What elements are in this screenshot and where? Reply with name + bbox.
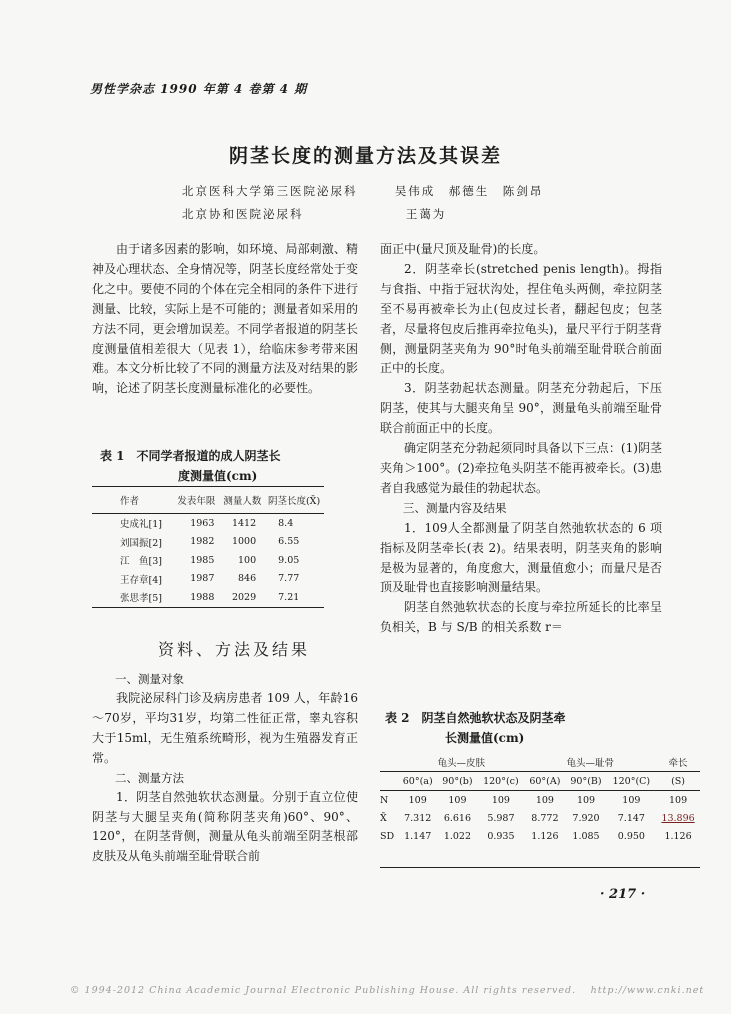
section-title: 资料、方法及结果 [158, 640, 311, 659]
table2-col-header: 120°(c) [483, 775, 519, 787]
table2-col-header: 90°(B) [570, 775, 602, 787]
table1-header-row [92, 487, 324, 514]
heading-results: 三、测量内容及结果 [403, 500, 507, 515]
table1-caption [100, 446, 350, 486]
table2-cell: 1.022 [443, 830, 472, 842]
affiliation-authors: 吴伟成 郝德生 陈剑昂 [394, 184, 544, 198]
table2-cell: 13.896 [661, 812, 695, 824]
table2-cell: 109 [448, 794, 467, 806]
table2-row-label: SD [380, 830, 395, 842]
table2-row-label: X̄ [380, 812, 387, 824]
table1-col-header: 阴茎长度(X̄) [264, 487, 324, 514]
table1-cell: 6.55 [278, 536, 300, 548]
affiliation-org: 北京医科大学第三医院泌尿科 [182, 184, 358, 198]
affiliation-authors: 王蔼为 [405, 207, 447, 221]
table1-cell: 7.77 [278, 573, 300, 585]
table1-cell: 100 [238, 554, 257, 566]
table-row [92, 588, 324, 607]
table2-group-header: 牵长 [668, 758, 688, 769]
table2-cell: 1.126 [531, 830, 559, 842]
table2-group-header: 龟头—皮肤 [437, 758, 485, 769]
table1-cell: 王存章[4] [120, 574, 162, 586]
table2-col-header: 90°(b) [442, 775, 473, 787]
table1-caption-line1: 表 1 不同学者报道的成人阴茎长 [100, 449, 281, 463]
table2-cell: 109 [576, 794, 596, 806]
table1-cell: 史成礼[1] [120, 519, 162, 531]
table1 [92, 486, 324, 608]
table-row [92, 551, 324, 570]
table2-bottom-rule [380, 867, 700, 868]
table2-group-header-row [380, 753, 700, 772]
table2-cell: 1.147 [404, 830, 432, 842]
table2-cell: 1.126 [664, 830, 692, 842]
table-row [92, 514, 324, 533]
table2-cell: 109 [535, 794, 554, 806]
stretched-paragraph: 2．阴茎牵长(stretched penis length)。拇指与食指、中指于冠状沟处，捏住龟头两侧，牵拉阴茎至不易再被牵长为止(包皮过长者，翻起包皮；包茎者，尽量将包皮后推再牵拉龟头)，量尺平行于阴茎背侧，测量阴茎夹角为 90°时龟头前端至耻骨联合前面正中的长度。 [380, 261, 662, 376]
table2-group-header: 龟头—耻骨 [566, 758, 615, 769]
right-body [380, 240, 662, 638]
intro-text: 由于诸多因素的影响，如环境、局部刺激、精神及心理状态、全身情况等，阴茎长度经常处于变化之中。要使不同的个体在完全相同的条件下进行测量、比较，实际上是不可能的；测量者如采用的方法不同，更会增加误差。不同学者报道的阴茎长度测量值相差很大（见表 1），给临床参考带来困难。本文分析比较了不同的测量方法及对结果的影响，论述了阴茎长度测量标准化的必要性。 [92, 242, 358, 396]
table1-cell: 1987 [190, 573, 215, 585]
page-number: · 217 · [600, 887, 646, 902]
table2-col-header: 60°(a) [402, 775, 433, 787]
table2-cell: 7.920 [572, 812, 600, 824]
table2-cell: 109 [491, 794, 510, 806]
table2-cell: 109 [408, 794, 427, 806]
table2-caption-line1: 表 2 阴茎自然弛软状态及阴茎牵 [385, 711, 566, 725]
table1-cell: 1988 [190, 591, 215, 603]
table2-row-label: N [380, 794, 389, 806]
journal-header: 男性学杂志 1990 年第 4 卷第 4 期 [90, 82, 308, 96]
table2-cell: 109 [622, 794, 641, 806]
table2-col-header: (S) [671, 775, 686, 787]
table1-cell: 1000 [231, 536, 257, 548]
table-row [92, 570, 324, 589]
table1-cell: 846 [238, 573, 257, 585]
erect-paragraph: 3．阴茎勃起状态测量。阴茎充分勃起后，下压阴茎，使其与大腿夹角呈 90°，测量龟头前端至耻骨联合前面正中的长度。 [380, 381, 662, 436]
table2-cell: 5.987 [487, 812, 515, 824]
table1-caption-line2: 度测量值(cm) [178, 469, 258, 483]
table1-cell: 1982 [190, 536, 215, 548]
table-row [380, 827, 700, 845]
criteria-paragraph: 确定阴茎充分勃起须同时具备以下三点：(1)阴茎夹角＞100°。(2)牵拉龟头阴茎不能再被牵长。(3)患者自我感觉为最佳的勃起状态。 [380, 441, 662, 495]
heading-subjects: 一、测量对象 [115, 672, 184, 686]
table2 [380, 753, 700, 845]
table1-cell: 2029 [231, 591, 257, 603]
affiliation-org: 北京协和医院泌尿科 [182, 207, 304, 221]
affiliation-2 [182, 206, 446, 222]
table1-cell: 刘国振[2] [120, 537, 162, 549]
table1-cell: 7.21 [278, 591, 300, 603]
table-row [92, 533, 324, 552]
table1-cell: 1963 [190, 517, 215, 529]
table2-column-header-row [380, 772, 700, 791]
table1-cell: 9.05 [278, 554, 300, 566]
table1-cell: 8.4 [278, 517, 294, 529]
table2-col-header: 120°(C) [612, 775, 651, 787]
results-paragraph-1: 1．109人全都测量了阴茎自然弛软状态的 6 项指标及阴茎牵长(表 2)。结果表明，阴茎夹角的影响是极为显著的，角度愈大，测量值愈小；而量尺是否顶及耻骨也直接影响测量结果。 [380, 520, 662, 595]
table1-cell: 1985 [190, 554, 215, 566]
continuation-text: 面正中(量尺顶及耻骨)的长度。 [380, 242, 546, 256]
table2-cell: 6.616 [443, 812, 472, 824]
left-body [92, 670, 358, 867]
affiliation-1 [182, 183, 543, 199]
table1-cell: 江 鱼[3] [120, 556, 162, 568]
subjects-paragraph: 我院泌尿科门诊及病房患者 109 人，年龄16～70岁，平均31岁，均第二性征正常，睾丸容积大于15ml，无生殖系统畸形，视为生殖器发育正常。 [92, 691, 358, 765]
table2-cell: 109 [668, 794, 688, 806]
intro-paragraph [92, 240, 358, 399]
table2-cell: 1.085 [572, 830, 600, 842]
results-paragraph-2: 阴茎自然弛软状态的长度与牵拉所延长的比率呈负相关，B 与 S/B 的相关系数 r＝ [380, 600, 662, 635]
table2-cell: 0.935 [487, 830, 515, 842]
table1-cell: 张思孝[5] [120, 593, 162, 605]
table2-caption [385, 708, 675, 748]
table2-cell: 0.950 [617, 830, 645, 842]
table-row [380, 791, 700, 810]
table2-col-header: 60°(A) [529, 775, 561, 787]
methods-paragraph-1: 1．阴茎自然弛软状态测量。分别于直立位使阴茎与大腿呈夹角(简称阴茎夹角)60°、90°、120°，在阴茎背侧，测量从龟头前端至阴茎根部皮肤及从龟头前端至耻骨联合前 [92, 789, 358, 864]
table-row [380, 809, 700, 827]
heading-methods: 二、测量方法 [115, 770, 184, 785]
table1-cell: 1412 [231, 517, 257, 529]
article-title: 阴茎长度的测量方法及其误差 [228, 145, 502, 167]
table1-col-header: 测量人数 [221, 487, 265, 514]
table2-cell: 8.772 [531, 812, 559, 824]
copyright-footer: © 1994-2012 China Academic Journal Electronic Publishing House. All rights reserved. http://www.cnki.net [70, 985, 705, 996]
table1-col-header: 作者 [92, 487, 172, 514]
table2-cell: 7.147 [617, 812, 645, 824]
table1-col-header: 发表年限 [172, 487, 220, 514]
table2-cell: 7.312 [404, 812, 432, 824]
table2-caption-line2: 长测量值(cm) [445, 731, 525, 745]
